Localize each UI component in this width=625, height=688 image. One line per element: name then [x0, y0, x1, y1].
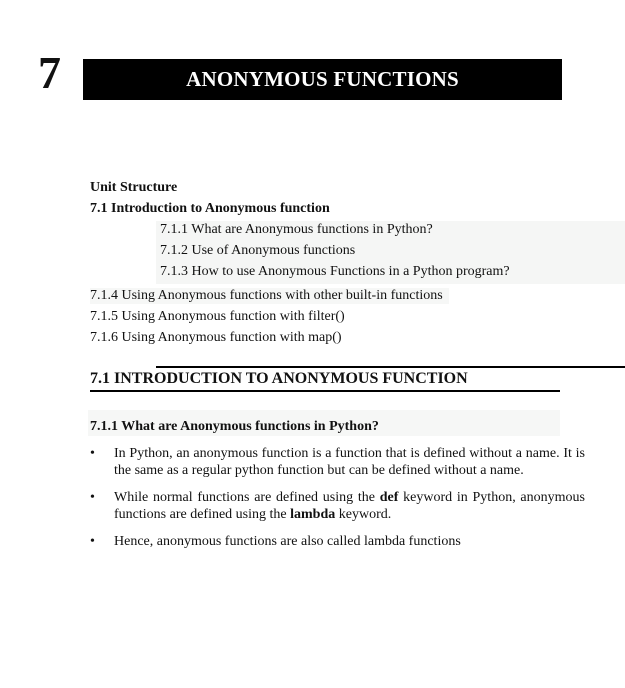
toc-entry-7-1: 7.1 Introduction to Anonymous function — [90, 201, 330, 216]
bullet-text-end: keyword. — [335, 507, 392, 522]
keyword-def: def — [379, 490, 399, 505]
chapter-title: ANONYMOUS FUNCTIONS — [83, 59, 562, 100]
bullet-icon: • — [90, 490, 95, 505]
unit-structure-heading: Unit Structure — [90, 180, 178, 195]
bullet-text-start: While normal functions are defined using the — [114, 490, 380, 505]
bullet-text: Hence, anonymous functions are also called lambda functions — [114, 534, 461, 549]
toc-entry-7-1-1: 7.1.1 What are Anonymous functions in Python? — [160, 222, 433, 237]
bullet-text-middle: keyword in Python, anonymous functions are defined using the — [114, 490, 585, 522]
section-rule-bottom — [90, 390, 560, 392]
bullet-icon: • — [90, 534, 95, 549]
chapter-number: 7 — [38, 47, 61, 98]
list-item — [90, 445, 585, 479]
section-rule-top — [156, 366, 625, 368]
bullet-list — [90, 445, 585, 560]
bullet-text: In Python, an anonymous function is a function that is defined without a name. It is the same as a regular python function but can be defined without a name. — [114, 446, 585, 478]
toc-entry-7-1-4: 7.1.4 Using Anonymous functions with other built-in functions — [90, 288, 449, 304]
toc-entry-7-1-3: 7.1.3 How to use Anonymous Functions in a Python program? — [160, 264, 510, 279]
toc-entry-7-1-6: 7.1.6 Using Anonymous function with map() — [90, 330, 342, 345]
subsection-heading: 7.1.1 What are Anonymous functions in Python? — [90, 419, 379, 434]
toc-entry-7-1-5: 7.1.5 Using Anonymous function with filter() — [90, 309, 345, 324]
list-item — [90, 533, 585, 550]
bullet-icon: • — [90, 446, 95, 461]
toc-entry-7-1-2: 7.1.2 Use of Anonymous functions — [160, 243, 356, 258]
keyword-lambda: lambda — [290, 507, 336, 522]
list-item — [90, 489, 585, 523]
section-heading: 7.1 INTRODUCTION TO ANONYMOUS FUNCTION — [90, 370, 468, 387]
